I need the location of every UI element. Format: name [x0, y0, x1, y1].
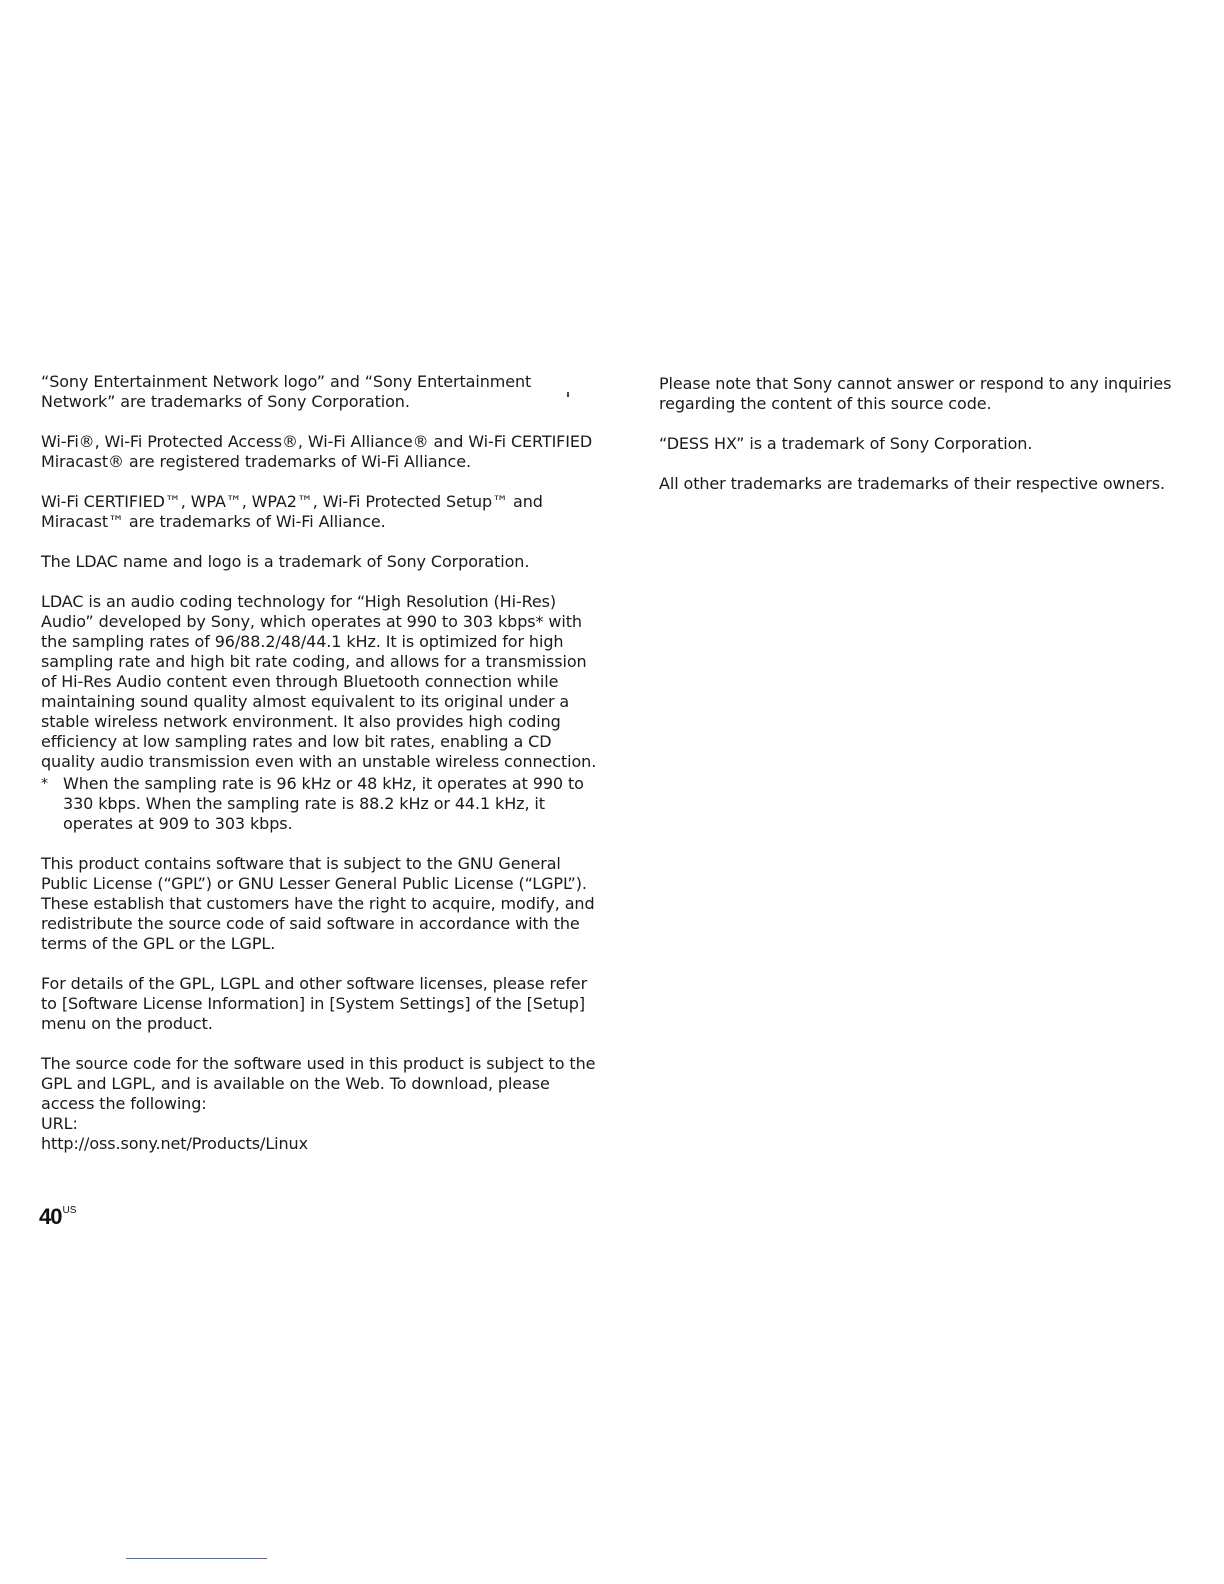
inquiries-note-paragraph: Please note that Sony cannot answer or respond to any inquiries regarding the content of this source code.: [659, 374, 1172, 413]
scan-artifact-mark: [567, 392, 569, 397]
source-url: http://oss.sony.net/Products/Linux: [41, 1134, 308, 1153]
right-column: [659, 374, 1179, 514]
wifi-registered-paragraph: Wi-Fi®, Wi-Fi Protected Access®, Wi-Fi Alliance® and Wi-Fi CERTIFIED Miracast® are registered trademarks of Wi-Fi Alliance.: [41, 432, 593, 471]
ldac-description-paragraph: LDAC is an audio coding technology for “High Resolution (Hi-Res) Audio” developed by Sony, which operates at 990 to 303 kbps* with the sampling rates of 96/88.2/48/44.1 kHz. It is optimized for high sampling rate and high bit rate coding, and allows for a transmission of Hi-Res Audio content even through Bluetooth connection while maintaining sound quality almost equivalent to its original under a stable wireless network environment. It also provides high coding efficiency at low sampling rates and low bit rates, enabling a CD quality audio transmission even with an unstable wireless connection.: [41, 592, 597, 771]
footnote-text: When the sampling rate is 96 kHz or 48 kHz, it operates at 990 to 330 kbps. When the sampling rate is 88.2 kHz or 44.1 kHz, it operates at 909 to 303 kbps.: [63, 774, 584, 833]
footnote-marker: *: [41, 776, 48, 792]
ldac-trademark-paragraph: The LDAC name and logo is a trademark of Sony Corporation.: [41, 552, 530, 571]
source-code-paragraph: The source code for the software used in this product is subject to the GPL and LGPL, and is available on the Web. To download, please access the following:: [41, 1054, 596, 1113]
page-number-value: 40: [39, 1204, 62, 1229]
other-trademarks-paragraph: All other trademarks are trademarks of their respective owners.: [659, 474, 1165, 493]
left-column: [41, 372, 597, 1154]
ldac-footnote: [41, 774, 597, 834]
gpl-notice-paragraph: This product contains software that is subject to the GNU General Public License (“GPL”) or GNU Lesser General Public License (“LGPL”). These establish that customers have the right to acquire, modify, and redistribute the source code of said software in accordance with the terms of the GPL or the LGPL.: [41, 854, 595, 953]
region-code: US: [62, 1205, 77, 1216]
sen-trademark-paragraph: “Sony Entertainment Network logo” and “Sony Entertainment Network” are trademarks of Sony Corporation.: [41, 372, 532, 411]
url-label: URL:: [41, 1114, 78, 1133]
page-number: [39, 1204, 76, 1230]
wifi-trademarks-paragraph: Wi-Fi CERTIFIED™, WPA™, WPA2™, Wi-Fi Protected Setup™ and Miracast™ are trademarks of Wi-Fi Alliance.: [41, 492, 543, 531]
dess-trademark-paragraph: “DESS HX” is a trademark of Sony Corporation.: [659, 434, 1033, 453]
license-details-paragraph: For details of the GPL, LGPL and other software licenses, please refer to [Software License Information] in [System Settings] of the [Setup] menu on the product.: [41, 974, 588, 1033]
scan-artifact-line: [126, 1558, 267, 1559]
